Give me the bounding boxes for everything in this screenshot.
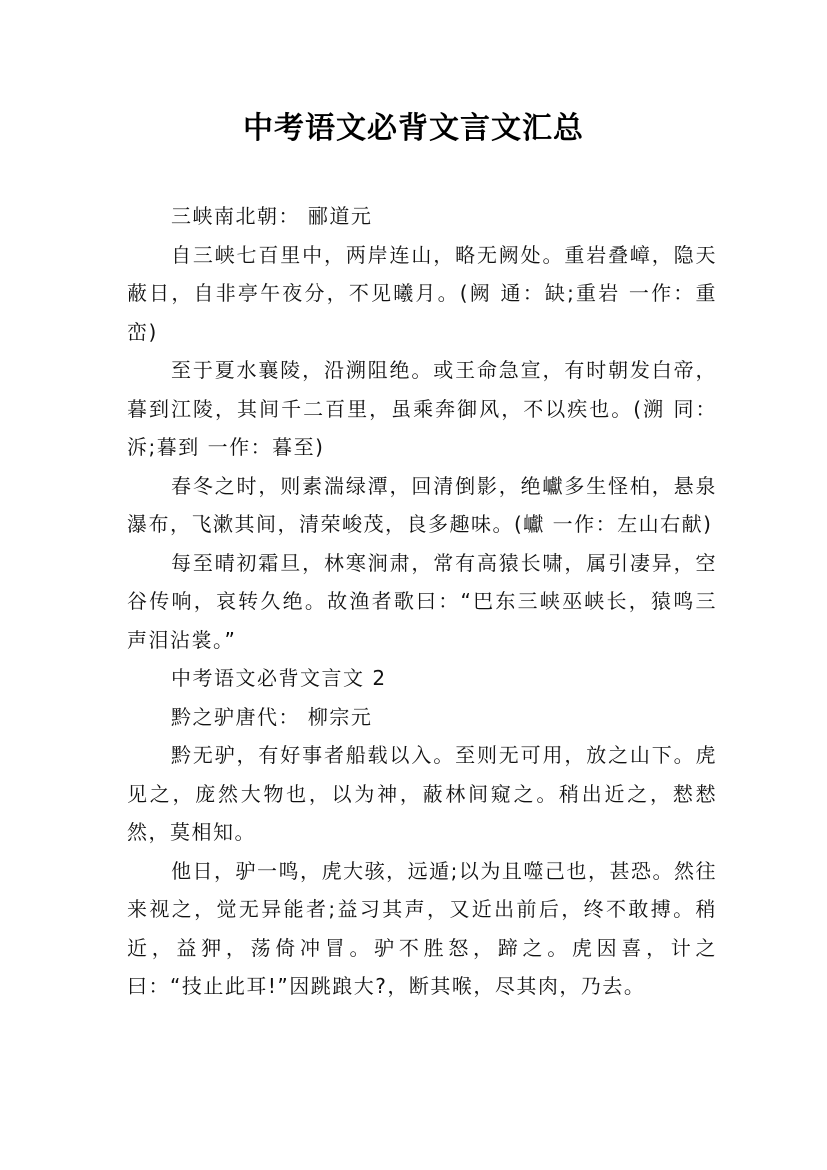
paragraph: 他日，驴一鸣，虎大骇，远遁;以为且噬己也，甚恐。然往来视之，觉无异能者;益习其声，又近出前后，终不敢搏。稍近，益狎，荡倚冲冒。驴不胜怒，蹄之。虎因喜，计之曰：“技止此耳!”因跳踉大?，断其喉，尽其肉，乃去。 bbox=[127, 858, 717, 998]
paragraph: 黔无驴，有好事者船载以入。至则无可用，放之山下。虎见之，庞然大物也，以为神，蔽林间窥之。稍出近之，慭慭然，莫相知。 bbox=[127, 743, 717, 844]
paragraph: 黔之驴唐代： 柳宗元 bbox=[171, 704, 373, 729]
paragraph: 每至晴初霜旦，林寒涧肃，常有高猿长啸，属引凄异，空谷传响，哀转久绝。故渔者歌曰：“巴东三峡巫峡长，猿鸣三声泪沾裳。” bbox=[127, 550, 717, 652]
paragraph: 自三峡七百里中，两岸连山，略无阙处。重岩叠嶂，隐天蔽日，自非亭午夜分，不见曦月。(阙 通：缺;重岩 一作：重峦) bbox=[127, 242, 717, 344]
paragraph: 三峡南北朝： 郦道元 bbox=[171, 204, 373, 228]
document-title: 中考语文必背文言文汇总 bbox=[243, 111, 584, 146]
section-heading: 中考语文必背文言文 2 bbox=[171, 666, 387, 690]
document-body bbox=[127, 197, 717, 1006]
paragraph: 至于夏水襄陵，沿溯阻绝。或王命急宣，有时朝发白帝，暮到江陵，其间千二百里，虽乘奔御风，不以疾也。(溯 同：泝;暮到 一作：暮至) bbox=[127, 358, 717, 459]
paragraph: 春冬之时，则素湍绿潭，回清倒影，绝巘多生怪柏，悬泉瀑布，飞漱其间，清荣峻茂，良多趣味。(巘 一作：左山右献) bbox=[127, 473, 717, 536]
